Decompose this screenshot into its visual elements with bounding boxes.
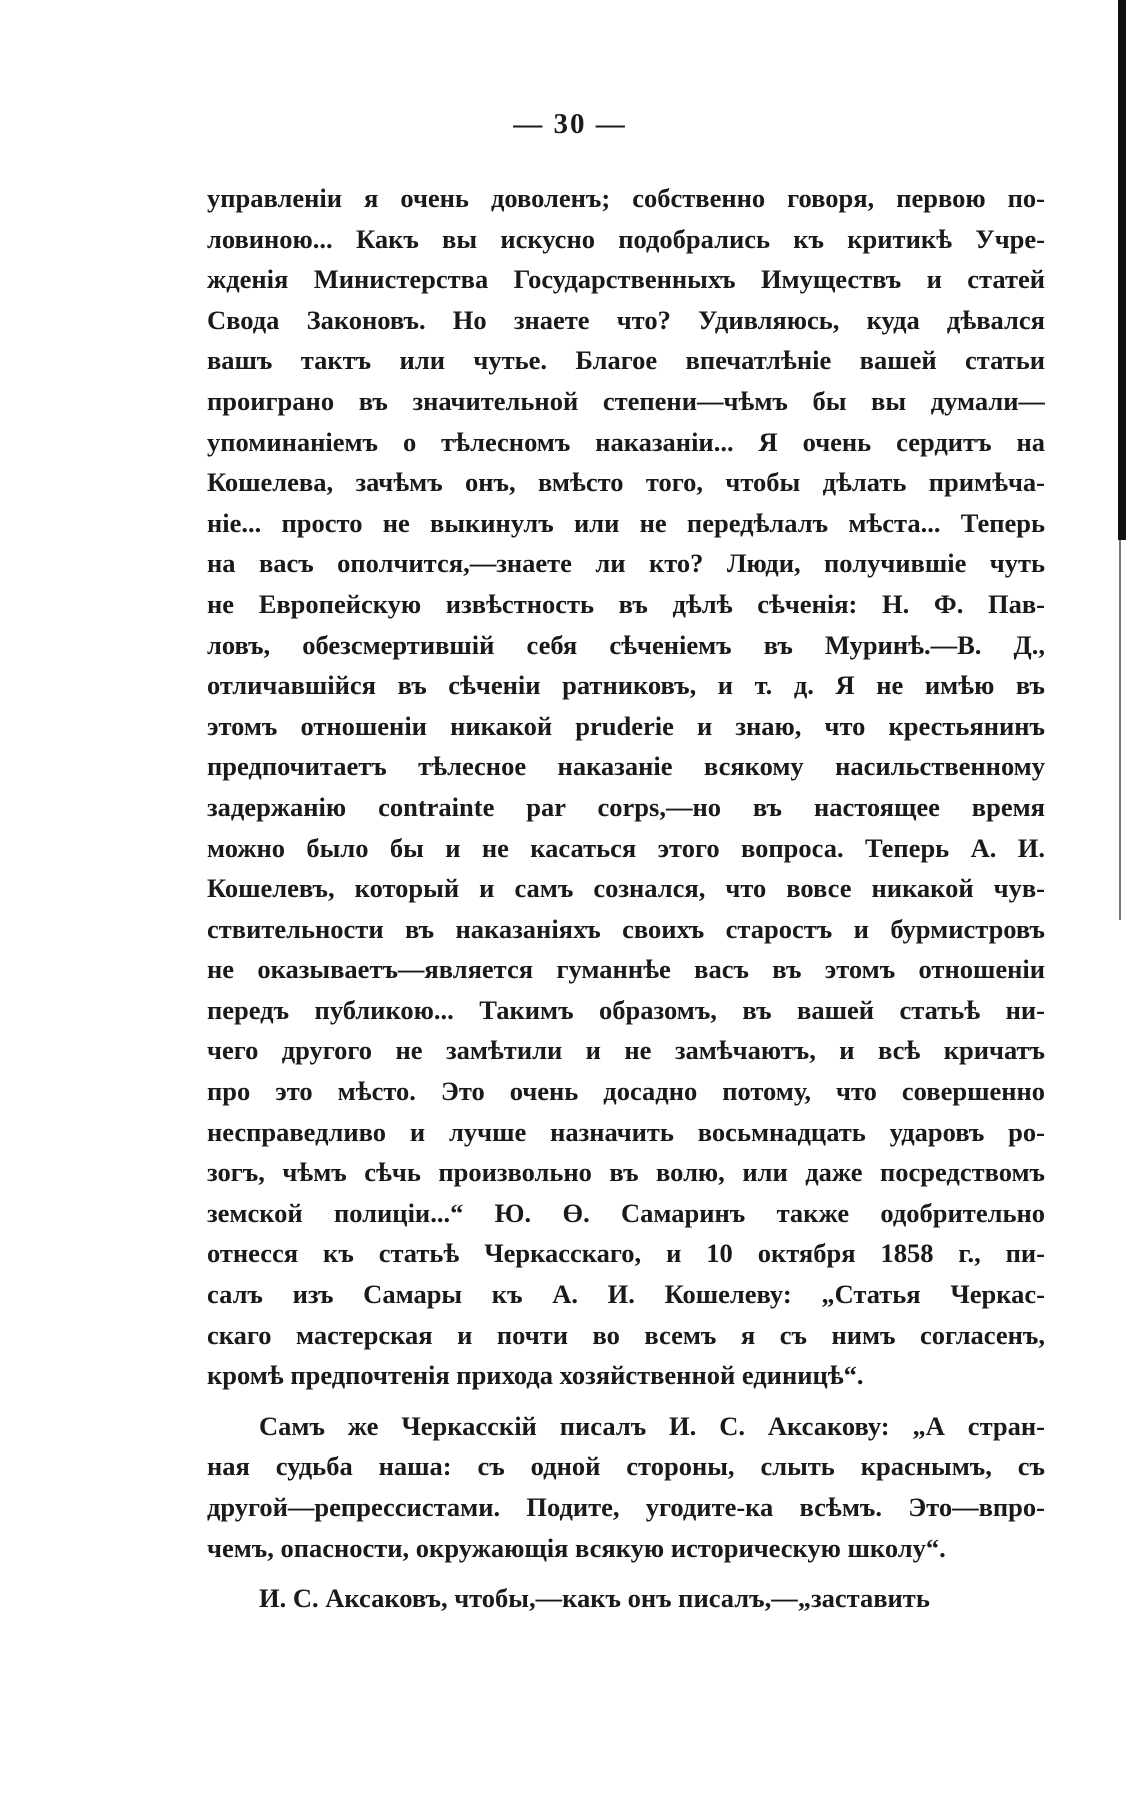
text-line: ніе... просто не выкинулъ или не передѣлалъ мѣста... Теперь — [207, 507, 1045, 538]
paragraph — [207, 1578, 1045, 1619]
text-line: про это мѣсто. Это очень досадно потому, что совершенно — [207, 1076, 1045, 1107]
text-line: упоминаніемъ о тѣлесномъ наказаніи... Я очень сердитъ на — [207, 426, 1045, 457]
text-line: ловиною... Какъ вы искусно подобрались къ критикѣ Учре- — [207, 223, 1045, 254]
text-line: ная судьба наша: съ одной стороны, слыть краснымъ, съ — [207, 1451, 1045, 1482]
text-line: зогъ, чѣмъ сѣчь произвольно въ волю, или даже посредствомъ — [207, 1157, 1045, 1188]
text-line: не Европейскую извѣстность въ дѣлѣ сѣченія: Н. Ф. Пав- — [207, 588, 1045, 619]
text-line: Свода Законовъ. Но знаете что? Удивляюсь, куда дѣвался — [207, 304, 1045, 335]
text-line: вашъ тактъ или чутье. Благое впечатлѣніе вашей статьи — [207, 345, 1045, 376]
text-line: ствительности въ наказаніяхъ своихъ старостъ и бурмистровъ — [207, 913, 1045, 944]
text-line: предпочитаетъ тѣлесное наказаніе всякому насильственному — [207, 751, 1045, 782]
paragraph — [207, 1406, 1045, 1568]
text-line: отличавшійся въ сѣченіи ратниковъ, и т. д. Я не имѣю въ — [207, 670, 1045, 701]
text-line: салъ изъ Самары къ А. И. Кошелеву: „Статья Черкас- — [207, 1279, 1045, 1310]
text-line: И. С. Аксаковъ, чтобы,—какъ онъ писалъ,—„заставить — [259, 1583, 930, 1614]
text-line: жденія Министерства Государственныхъ Имуществъ и статей — [207, 264, 1045, 295]
text-line: отнесся къ статьѣ Черкасскаго, и 10 октября 1858 г., пи- — [207, 1238, 1045, 1269]
text-line: можно было бы и не касаться этого вопроса. Теперь А. И. — [207, 832, 1045, 863]
text-line: проиграно въ значительной степени—чѣмъ бы вы думали— — [207, 385, 1045, 416]
text-line: этомъ отношеніи никакой pruderie и знаю, что крестьянинъ — [207, 710, 1045, 741]
text-line: ловъ, обезсмертившій себя сѣченіемъ въ Муринѣ.—В. Д., — [207, 629, 1045, 660]
scan-page-edge-thin — [1119, 540, 1121, 920]
paragraph-gap — [207, 1396, 1045, 1406]
paragraph-gap — [207, 1568, 1045, 1578]
text-line: управленіи я очень доволенъ; собственно говоря, первою по- — [207, 183, 1045, 213]
text-line: не оказываетъ—является гуманнѣе васъ въ этомъ отношеніи — [207, 954, 1045, 985]
text-line: чего другого не замѣтили и не замѣчаютъ, и всѣ кричатъ — [207, 1035, 1045, 1066]
text-line: скаго мастерская и почти во всемъ я съ нимъ согласенъ, — [207, 1319, 1045, 1350]
text-line: несправедливо и лучше назначить восьмнадцать ударовъ ро- — [207, 1116, 1045, 1147]
text-line: Самъ же Черкасскій писалъ И. С. Аксакову: „А стран- — [259, 1410, 1045, 1441]
scan-page-edge — [1118, 0, 1126, 540]
page-number: — 30 — — [513, 108, 627, 140]
body-text — [207, 178, 1045, 1619]
paragraph — [207, 178, 1045, 1396]
text-line: кромѣ предпочтенія прихода хозяйственной единицѣ“. — [207, 1360, 864, 1391]
text-line: Кошелевъ, который и самъ сознался, что вовсе никакой чув- — [207, 873, 1045, 904]
text-line: передъ публикою... Такимъ образомъ, въ вашей статьѣ ни- — [207, 994, 1045, 1025]
text-line: другой—репрессистами. Подите, угодите-ка всѣмъ. Это—впро- — [207, 1492, 1045, 1522]
text-line: на васъ ополчится,—знаете ли кто? Люди, получившіе чуть — [207, 548, 1045, 579]
text-line: Кошелева, зачѣмъ онъ, вмѣсто того, чтобы дѣлать примѣча- — [207, 467, 1045, 498]
text-line: земской полиціи...“ Ю. Ө. Самаринъ также одобрительно — [207, 1197, 1045, 1228]
text-line: чемъ, опасности, окружающія всякую историческую школу“. — [207, 1532, 946, 1563]
text-line: задержанію contrainte par corps,—но въ настоящее время — [207, 791, 1045, 822]
